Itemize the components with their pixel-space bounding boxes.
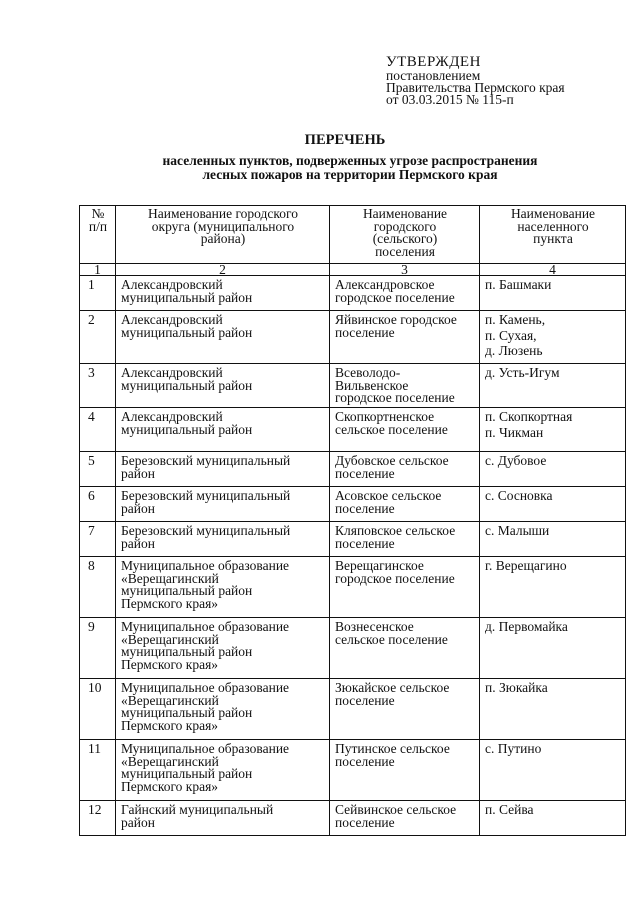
- row-number: 1: [80, 276, 116, 311]
- column-index-row: [80, 264, 626, 276]
- district-line: муниципальный район: [121, 421, 253, 437]
- cell-settlement: [330, 364, 480, 408]
- cell-settlement: [330, 740, 480, 801]
- cell-settlement: [330, 487, 480, 522]
- settlement-line: Вознесенское: [335, 619, 414, 634]
- district-line: Александровский: [121, 312, 223, 327]
- table-row: [80, 276, 626, 311]
- district-line: район: [121, 500, 155, 516]
- row-number: 12: [80, 801, 116, 836]
- header-district-line: Наименование городского: [148, 206, 298, 221]
- district-line: муниципальный район: [121, 766, 253, 781]
- settlement-line: Александровское: [335, 277, 435, 292]
- approval-stamp: [386, 54, 565, 106]
- district-line: Муниципальное образование: [121, 741, 290, 756]
- district-line: Александровский: [121, 409, 223, 424]
- locality-line: д. Первомайка: [485, 619, 568, 634]
- locality-line: п. Зюкайка: [485, 680, 548, 695]
- table-row: [80, 452, 626, 487]
- row-number: 8: [80, 557, 116, 618]
- table-row: [80, 801, 626, 836]
- localities-table: [79, 205, 626, 836]
- cell-settlement: [330, 679, 480, 740]
- row-number: 4: [80, 408, 116, 452]
- locality-line: п. Скопкортная: [485, 409, 573, 424]
- column-index: 4: [480, 264, 626, 276]
- settlement-line: городское поселение: [335, 289, 455, 305]
- cell-district: [116, 487, 330, 522]
- settlement-line: поселение: [335, 500, 395, 516]
- settlement-line: Всеволодо-: [335, 365, 401, 380]
- cell-settlement: [330, 276, 480, 311]
- cell-locality: [480, 801, 626, 836]
- district-line: муниципальный район: [121, 377, 253, 393]
- header-district: [116, 206, 330, 264]
- table-row: [80, 740, 626, 801]
- cell-district: [116, 618, 330, 679]
- table-row: [80, 522, 626, 557]
- header-settlement-line: (сельского): [372, 231, 438, 246]
- district-line: «Верещагинский: [121, 753, 219, 769]
- district-line: Пермского края»: [121, 595, 219, 611]
- table-row: [80, 311, 626, 364]
- header-locality-line: пункта: [533, 231, 573, 246]
- header-district-line: района): [200, 231, 246, 246]
- district-line: «Верещагинский: [121, 631, 219, 647]
- row-number: 5: [80, 452, 116, 487]
- settlement-line: Кляповское сельское: [335, 523, 456, 538]
- locality-line: п. Сейва: [485, 802, 534, 817]
- cell-locality: [480, 452, 626, 487]
- cell-district: [116, 679, 330, 740]
- cell-locality: [480, 618, 626, 679]
- header-locality-line: Наименование: [510, 206, 596, 221]
- header-num: [80, 206, 116, 264]
- settlement-line: сельское поселение: [335, 421, 448, 437]
- settlement-line: поселение: [335, 535, 395, 551]
- subtitle-line-2: лесных пожаров на территории Пермского края: [202, 167, 498, 182]
- district-line: Березовский муниципальный: [121, 488, 291, 503]
- cell-district: [116, 408, 330, 452]
- approval-heading: УТВЕРЖДЕН: [386, 54, 481, 70]
- cell-settlement: [330, 618, 480, 679]
- cell-district: [116, 522, 330, 557]
- table-row: [80, 618, 626, 679]
- locality-line: с. Сосновка: [485, 488, 553, 503]
- district-line: Пермского края»: [121, 717, 219, 733]
- cell-district: [116, 801, 330, 836]
- cell-locality: [480, 679, 626, 740]
- column-index: 1: [80, 264, 116, 276]
- approval-line-2: Правительства Пермского края: [386, 80, 565, 95]
- cell-settlement: [330, 311, 480, 364]
- settlement-line: Сейвинское сельское: [335, 802, 457, 817]
- settlement-line: Асовское сельское: [335, 488, 442, 503]
- district-line: Березовский муниципальный: [121, 453, 291, 468]
- settlement-line: поселение: [335, 814, 395, 830]
- row-number: 9: [80, 618, 116, 679]
- locality-line: п. Чикман: [485, 424, 544, 440]
- row-number: 3: [80, 364, 116, 408]
- approval-line-1: постановлением: [386, 68, 481, 83]
- district-line: «Верещагинский: [121, 692, 219, 708]
- table-header-row: [80, 206, 626, 264]
- cell-locality: [480, 557, 626, 618]
- settlement-line: поселение: [335, 692, 395, 708]
- header-district-line: округа (муниципального: [151, 218, 295, 234]
- cell-district: [116, 740, 330, 801]
- cell-locality: [480, 311, 626, 364]
- table-row: [80, 679, 626, 740]
- settlement-line: городское поселение: [335, 570, 455, 586]
- settlement-line: Верещагинское: [335, 558, 424, 573]
- approval-line-3: от 03.03.2015 № 115-п: [386, 92, 514, 107]
- cell-district: [116, 364, 330, 408]
- locality-line: д. Усть-Игум: [485, 365, 560, 380]
- district-line: Березовский муниципальный: [121, 523, 291, 538]
- table-row: [80, 408, 626, 452]
- column-index: 3: [330, 264, 480, 276]
- table-row: [80, 487, 626, 522]
- district-line: район: [121, 465, 155, 481]
- cell-settlement: [330, 557, 480, 618]
- cell-settlement: [330, 522, 480, 557]
- cell-district: [116, 311, 330, 364]
- header-settlement-line: Наименование: [362, 206, 448, 221]
- district-line: муниципальный район: [121, 324, 253, 340]
- cell-locality: [480, 276, 626, 311]
- district-line: Муниципальное образование: [121, 558, 290, 573]
- column-index: 2: [116, 264, 330, 276]
- cell-locality: [480, 740, 626, 801]
- cell-settlement: [330, 452, 480, 487]
- cell-locality: [480, 487, 626, 522]
- header-locality-line: населенного: [517, 218, 589, 234]
- settlement-line: городское поселение: [335, 390, 455, 405]
- district-line: Пермского края»: [121, 778, 219, 794]
- district-line: муниципальный район: [121, 289, 253, 305]
- settlement-line: Зюкайское сельское: [335, 680, 450, 695]
- district-line: Пермского края»: [121, 656, 219, 672]
- district-line: муниципальный район: [121, 705, 253, 720]
- header-settlement-line: городского: [373, 218, 437, 234]
- row-number: 10: [80, 679, 116, 740]
- cell-district: [116, 452, 330, 487]
- locality-line: д. Люзень: [485, 343, 543, 358]
- table-row: [80, 557, 626, 618]
- cell-settlement: [330, 408, 480, 452]
- cell-settlement: [330, 801, 480, 836]
- district-line: Александровский: [121, 365, 223, 380]
- row-number: 6: [80, 487, 116, 522]
- cell-district: [116, 276, 330, 311]
- header-settlement: [330, 206, 480, 264]
- cell-locality: [480, 408, 626, 452]
- district-line: «Верещагинский: [121, 570, 219, 586]
- district-line: муниципальный район: [121, 583, 253, 598]
- row-number: 11: [80, 740, 116, 801]
- header-num-line: п/п: [88, 218, 108, 234]
- district-line: муниципальный район: [121, 644, 253, 659]
- locality-line: с. Путино: [485, 741, 542, 756]
- settlement-line: поселение: [335, 465, 395, 481]
- document-subtitle: [60, 154, 640, 182]
- settlement-line: Скопкортненское: [335, 409, 435, 424]
- header-settlement-line: поселения: [375, 243, 435, 259]
- district-line: район: [121, 814, 155, 830]
- district-line: Гайнский муниципальный: [121, 802, 274, 817]
- settlement-line: Путинское сельское: [335, 741, 450, 756]
- locality-line: г. Верещагино: [485, 558, 567, 573]
- settlement-line: Яйвинское городское: [335, 312, 457, 327]
- locality-line: п. Башмаки: [485, 277, 552, 292]
- locality-line: п. Камень,: [485, 312, 546, 327]
- settlement-line: Дубовское сельское: [335, 453, 449, 468]
- locality-line: с. Малыши: [485, 523, 550, 538]
- cell-locality: [480, 522, 626, 557]
- subtitle-line-1: населенных пунктов, подверженных угрозе распространения: [162, 153, 538, 168]
- locality-line: с. Дубовое: [485, 453, 547, 468]
- district-line: район: [121, 535, 155, 551]
- document-title: ПЕРЕЧЕНЬ: [304, 132, 386, 148]
- cell-district: [116, 557, 330, 618]
- settlement-line: сельское поселение: [335, 631, 448, 647]
- district-line: Александровский: [121, 277, 223, 292]
- header-num-line: №: [91, 206, 105, 221]
- district-line: Муниципальное образование: [121, 619, 290, 634]
- locality-line: п. Сухая,: [485, 327, 537, 343]
- settlement-line: поселение: [335, 753, 395, 769]
- row-number: 2: [80, 311, 116, 364]
- settlement-line: Вильвенское: [335, 377, 409, 393]
- table-row: [80, 364, 626, 408]
- header-locality: [480, 206, 626, 264]
- cell-locality: [480, 364, 626, 408]
- row-number: 7: [80, 522, 116, 557]
- district-line: Муниципальное образование: [121, 680, 290, 695]
- settlement-line: поселение: [335, 324, 395, 340]
